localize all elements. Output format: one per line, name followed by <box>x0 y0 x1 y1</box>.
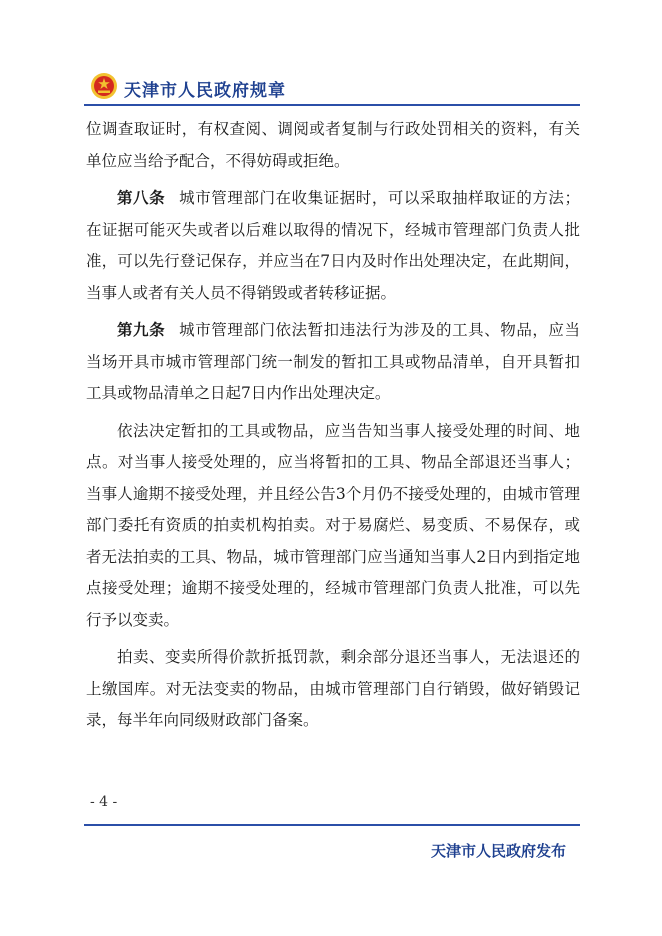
footer-publisher: 天津市人民政府发布 <box>430 842 566 860</box>
header-title: 天津市人民政府规章 <box>124 81 286 101</box>
article-heading: 第九条 <box>117 321 166 339</box>
paragraph-text: 城市管理部门在收集证据时，可以采取抽样取证的方法；在证据可能灭失或者以后难以取得的情况下，经城市管理部门负责人批准，可以先行登记保存，并应当在7日内及时作出处理决定，在此期间，当事人或者有关人员不得销毁或者转移证据。 <box>86 189 580 302</box>
paragraph-text: 位调查取证时，有权查阅、调阅或者复制与行政处罚相关的资料，有关单位应当给予配合，不得妨碍或拒绝。 <box>86 120 580 170</box>
article-heading: 第八条 <box>117 189 166 207</box>
paragraph-continuation <box>86 114 580 177</box>
article-8 <box>86 183 580 309</box>
header-divider <box>84 104 580 106</box>
paragraph-text: 城市管理部门依法暂扣违法行为涉及的工具、物品，应当当场开具市城市管理部门统一制发的暂扣工具或物品清单，自开具暂扣工具或物品清单之日起7日内作出处理决定。 <box>86 321 580 402</box>
paragraph-text: 依法决定暂扣的工具或物品，应当告知当事人接受处理的时间、地点。对当事人接受处理的，应当将暂扣的工具、物品全部退还当事人；当事人逾期不接受处理，并且经公告3个月仍不接受处理的，由城市管理部门委托有资质的拍卖机构拍卖。对于易腐烂、易变质、不易保存，或者无法拍卖的工具、物品，城市管理部门应当通知当事人2日内到指定地点接受处理；逾期不接受处理的，经城市管理部门负责人批准，可以先行予以变卖。 <box>86 421 580 629</box>
paragraph <box>86 642 580 737</box>
paragraph <box>86 416 580 637</box>
footer-divider <box>84 824 580 826</box>
document-body <box>86 114 580 743</box>
paragraph-text: 拍卖、变卖所得价款折抵罚款，剩余部分退还当事人，无法退还的上缴国库。对无法变卖的物品，由城市管理部门自行销毁，做好销毁记录，每半年向同级财政部门备案。 <box>86 648 580 729</box>
national-emblem-icon <box>90 72 118 100</box>
article-9 <box>86 315 580 410</box>
page-header <box>84 70 580 106</box>
page-number: - 4 - <box>90 794 118 810</box>
